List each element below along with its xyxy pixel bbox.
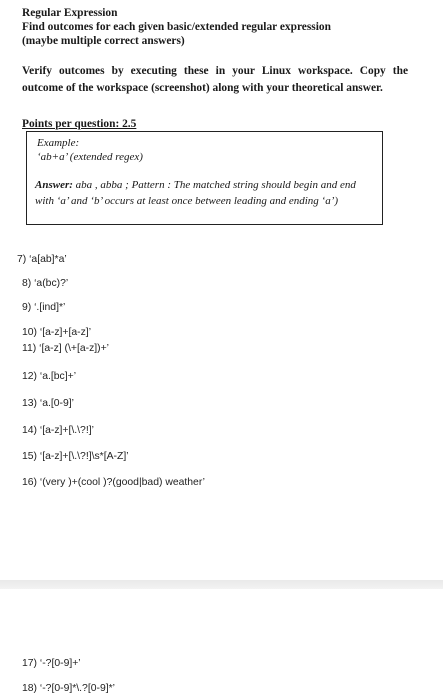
example-label: Example: <box>37 137 80 149</box>
question-7: 7) ‘a[ab]*a’ <box>17 254 67 265</box>
question-15: 15) ‘[a-z]+[\.\?!]\s*[A-Z]’ <box>22 451 129 462</box>
question-14: 14) ‘[a-z]+[\.\?!]’ <box>22 425 94 436</box>
page-break <box>0 580 443 589</box>
question-17: 17) ‘-?[0-9]+’ <box>22 658 81 669</box>
example-answer <box>35 177 371 209</box>
question-12: 12) ‘a.[bc]+’ <box>22 371 77 382</box>
question-8: 8) ‘a(bc)?’ <box>22 278 69 289</box>
doc-subtitle-note: (maybe multiple correct answers) <box>22 35 185 47</box>
question-10: 10) ‘[a-z]+[a-z]’ <box>22 327 92 338</box>
instructions-paragraph: Verify outcomes by executing these in your Linux workspace. Copy the outcome of the workspace (screenshot) along with your theoretical answer. <box>22 65 408 94</box>
answer-label: Answer: <box>35 179 73 191</box>
doc-title: Regular Expression <box>22 7 118 19</box>
answer-text: aba , abba ; Pattern : The matched string should begin and end with ‘a’ and ‘b’ occurs at least once between leading and ending ‘a’) <box>35 179 356 207</box>
question-18: 18) ‘-?[0-9]*\.?[0-9]*’ <box>22 683 115 694</box>
example-box <box>26 131 383 225</box>
document-page-2 <box>0 589 443 698</box>
points-per-question: Points per question: 2.5 <box>22 118 137 130</box>
doc-subtitle: Find outcomes for each given basic/extended regular expression <box>22 21 331 33</box>
question-11: 11) ‘[a-z] (\+[a-z])+’ <box>22 343 109 354</box>
question-9: 9) ‘.[ind]*’ <box>22 302 66 313</box>
question-16: 16) ‘(very )+(cool )?(good|bad) weather’ <box>22 477 205 488</box>
example-pattern: ‘ab+a’ (extended regex) <box>37 151 143 163</box>
question-13: 13) ‘a.[0-9]’ <box>22 398 74 409</box>
